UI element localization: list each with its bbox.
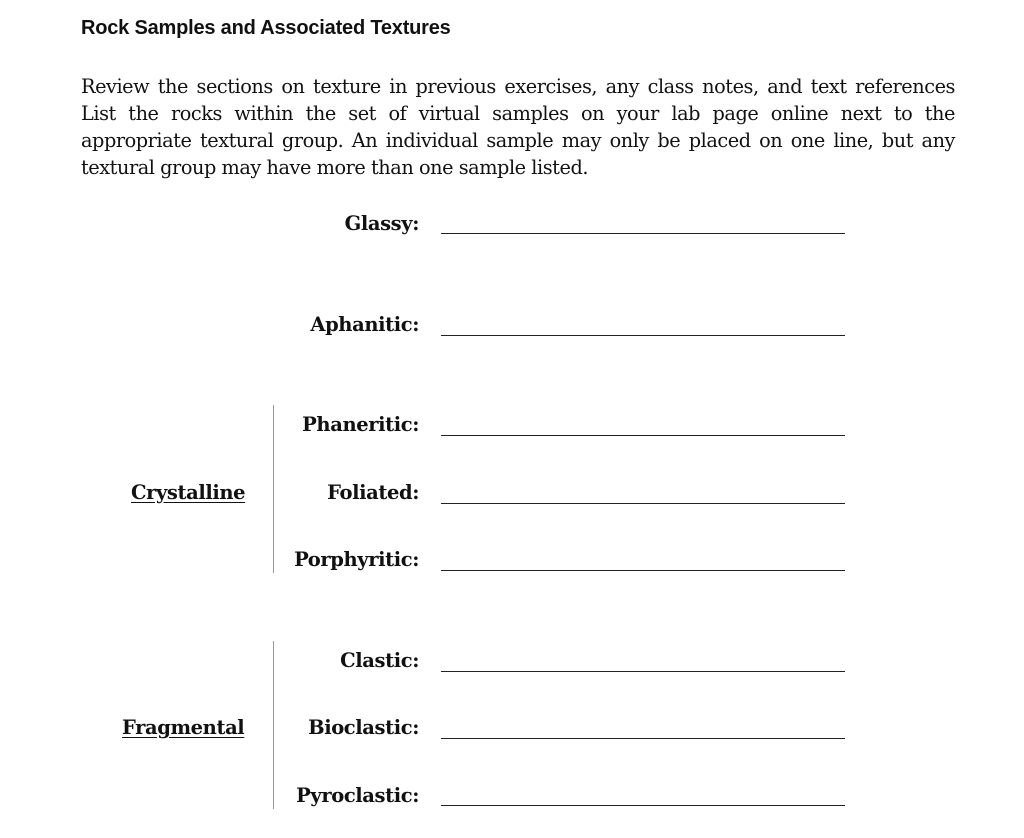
pyroclastic-answer-line[interactable]: [441, 805, 845, 806]
fragmental-group-label: Fragmental: [122, 716, 245, 739]
crystalline-bracket: [273, 405, 274, 573]
clastic-label: Clastic:: [340, 649, 419, 672]
worksheet-title: Rock Samples and Associated Textures: [81, 17, 451, 39]
pyroclastic-label: Pyroclastic:: [296, 784, 419, 807]
glassy-answer-line[interactable]: [441, 233, 845, 234]
aphanitic-answer-line[interactable]: [441, 335, 845, 336]
bioclastic-answer-line[interactable]: [441, 738, 845, 739]
fragmental-bracket: [273, 641, 274, 809]
clastic-answer-line[interactable]: [441, 671, 845, 672]
aphanitic-label: Aphanitic:: [310, 313, 419, 336]
foliated-label: Foliated:: [327, 481, 419, 504]
instructions-paragraph: Review the sections on texture in previous exercises, any class notes, and text references List the rocks within the set of virtual samples on your lab page online next to the appropriate textural group. An individual sample may only be placed on one line, but any textural group may have more than one sample listed.: [81, 75, 955, 179]
phaneritic-answer-line[interactable]: [441, 435, 845, 436]
bioclastic-label: Bioclastic:: [308, 716, 419, 739]
crystalline-group-label: Crystalline: [131, 481, 246, 504]
foliated-answer-line[interactable]: [441, 503, 845, 504]
phaneritic-label: Phaneritic:: [302, 413, 419, 436]
porphyritic-label: Porphyritic:: [294, 548, 419, 571]
porphyritic-answer-line[interactable]: [441, 570, 845, 571]
glassy-label: Glassy:: [344, 212, 419, 235]
